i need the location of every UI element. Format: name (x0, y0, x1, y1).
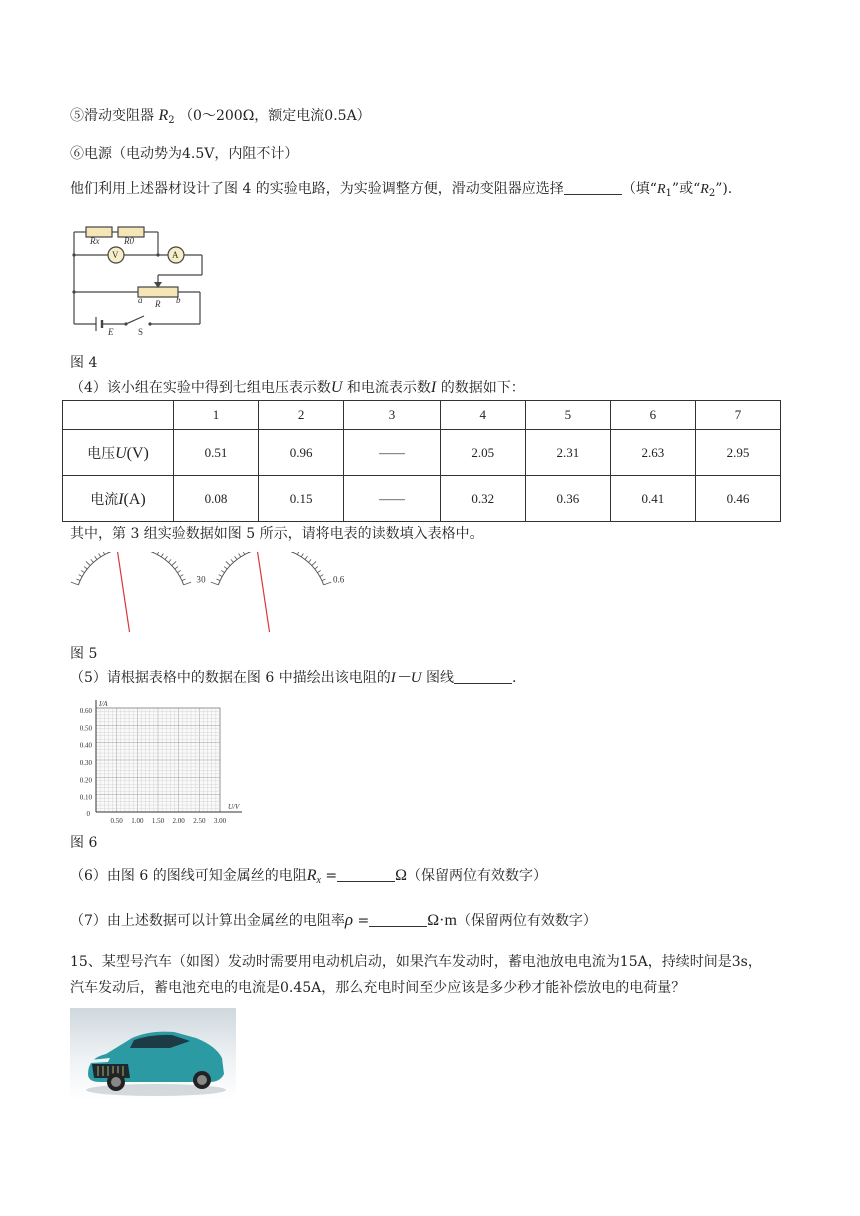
car-photo (70, 1008, 236, 1100)
ammeter-tick (211, 582, 219, 585)
row-label-sym: I (118, 490, 124, 508)
q3-r2-sub: 2 (708, 188, 716, 199)
q3-or: ”或“ (671, 181, 701, 197)
ammeter-tick (312, 561, 316, 565)
q6-unit: Ω (395, 867, 408, 884)
label-voltmeter: V (112, 250, 119, 260)
y-tick-label: 0.20 (79, 776, 92, 785)
note3-line: 其中，第 3 组实验数据如图 5 所示，请将电表的读数填入表格中。 (70, 526, 484, 542)
fig4-caption: 图 4 (70, 355, 98, 371)
q4-line (70, 378, 525, 398)
voltmeter-tick-label: 3 (196, 574, 201, 585)
voltmeter-tick (79, 575, 82, 577)
table-cell: 0.41 (610, 476, 695, 522)
table-col-header: 2 (259, 401, 344, 430)
q5-line (70, 668, 516, 688)
q6-blank[interactable] (337, 867, 395, 882)
q7-unit: Ω·m (427, 912, 457, 929)
item5-var: R (158, 107, 169, 124)
table-col-header: 1 (174, 401, 259, 430)
ammeter-tick-label: 0 (201, 574, 206, 585)
q7-text: （7）由上述数据可以计算出金属丝的电阻率 (70, 913, 345, 929)
table-cell: 2.31 (525, 430, 610, 476)
item5-line (70, 106, 371, 131)
q6-eq: = (320, 868, 338, 884)
table-cell: 0.08 (174, 476, 259, 522)
x-axis-label: U/V (228, 803, 240, 811)
voltmeter-tick (86, 561, 90, 565)
q5-text-b: 图线 (421, 670, 454, 686)
q7-eq: = (353, 913, 370, 929)
item5-prefix: ⑤滑动变阻器 (70, 108, 154, 124)
ammeter-tick (315, 567, 318, 569)
q15-line2: 汽车发动后，蓄电池充电的电流是0.45A，那么充电时间至少应该是多少秒才能补偿放电的电荷量？ (70, 980, 686, 996)
voltmeter-tick (71, 582, 79, 585)
voltmeter-tick (161, 553, 163, 556)
q15-line1: 15、某型号汽车（如图）发动时需要用电动机启动，如果汽车发动时，蓄电池放电电流为15A，持续时间是3s， (70, 954, 762, 970)
y-tick-label: 0.50 (79, 724, 92, 733)
ammeter-tick (239, 553, 241, 556)
q4-i: I (430, 379, 437, 396)
q6-var: R (306, 867, 317, 884)
y-axis-label: I/A (99, 700, 108, 708)
table-cell: 0.96 (259, 430, 344, 476)
q7-line (70, 910, 597, 931)
row-label-unit: (A) (123, 490, 146, 508)
item5-spec: （0～200Ω，额定电流0.5A） (179, 108, 371, 124)
table-cell: 2.63 (610, 430, 695, 476)
item5-sub: 2 (168, 115, 175, 126)
fig6-caption: 图 6 (70, 835, 98, 851)
table-row-voltage (63, 430, 781, 476)
table-cell[interactable]: —— (344, 430, 441, 476)
voltmeter-tick (103, 552, 105, 555)
row-label-current (63, 476, 174, 522)
q5-end: . (512, 670, 517, 686)
x-tick-label: 1.00 (131, 817, 144, 825)
q7-var: ρ (344, 910, 354, 929)
row-label-text: 电压 (87, 445, 116, 462)
voltmeter-tick (165, 556, 167, 559)
q3-line (70, 179, 732, 204)
voltmeter-tick (180, 575, 183, 577)
voltmeter-tick (84, 567, 87, 569)
x-tick-label: 0.50 (110, 817, 123, 825)
voltmeter-tick (177, 570, 180, 572)
label-r0: R0 (124, 236, 134, 246)
q6-sub: x (316, 875, 321, 886)
label-switch: S (138, 327, 144, 337)
table-row-current (63, 476, 781, 522)
car-illustration (70, 1008, 236, 1100)
ammeter-tick-label: 0.6 (333, 574, 345, 585)
label-end-a: a (138, 295, 143, 305)
ammeter-arc (218, 552, 323, 585)
ammeter-tick (317, 570, 320, 572)
row-label-sym: U (115, 444, 127, 462)
ammeter-tick (301, 553, 303, 556)
label-end-b: b (176, 295, 181, 305)
q6-text: （6）由图 6 的图线可知金属丝的电阻 (70, 868, 307, 884)
voltmeter-tick (99, 553, 101, 556)
q4-u: U (330, 379, 343, 396)
ammeter-tick (243, 552, 245, 555)
label-rheostat: R (155, 299, 161, 309)
table-col-header: 5 (525, 401, 610, 430)
ammeter-tick (216, 579, 220, 581)
label-ammeter: A (172, 250, 179, 260)
q3-end: ”). (715, 181, 733, 197)
table-col-header: 7 (695, 401, 780, 430)
voltmeter-tick (95, 556, 97, 559)
ammeter-tick (305, 556, 307, 559)
q4-text-a: （4）该小组在实验中得到七组电压表示数 (70, 380, 331, 396)
ammeter-tick (226, 561, 230, 565)
ammeter-tick (320, 575, 323, 577)
meter-dials (66, 552, 356, 632)
q7-note: （保留两位有效数字） (456, 913, 597, 929)
voltmeter-tick (81, 570, 84, 572)
q6-line (70, 866, 547, 891)
q4-text-c: 的数据如下： (436, 380, 525, 396)
x-tick-label: 3.00 (213, 817, 227, 825)
x-tick-label: 2.50 (193, 817, 206, 825)
ammeter-tick (221, 570, 224, 572)
q5-blank[interactable] (454, 669, 512, 684)
ammeter-tick (297, 552, 299, 555)
voltmeter-tick (172, 561, 176, 565)
ammeter-tick (322, 579, 326, 581)
q6-note: （保留两位有效数字） (407, 868, 548, 884)
iu-graph-grid (66, 698, 256, 826)
table-col-header: 3 (344, 401, 441, 430)
voltmeter-tick (76, 579, 80, 581)
fig5-caption: 图 5 (70, 646, 98, 662)
q7-blank[interactable] (369, 912, 427, 927)
ammeter-tick (235, 556, 237, 559)
ammeter-tick (231, 559, 234, 562)
row-label-voltage (63, 430, 174, 476)
q3-text: 他们利用上述器材设计了图 4 的实验电路，为实验调整方便，滑动变阻器应选择 (70, 181, 564, 197)
voltmeter-tick (91, 559, 94, 562)
voltmeter-tick (157, 552, 159, 555)
voltmeter-needle (117, 552, 133, 632)
table-cell: 2.95 (695, 430, 780, 476)
q5-text: （5）请根据表格中的数据在图 6 中描绘出该电阻的 (70, 670, 391, 686)
y-tick-label: 0.30 (79, 759, 92, 767)
table-corner (63, 401, 174, 430)
q3-r2: R (700, 182, 709, 197)
table-cell[interactable]: —— (344, 476, 441, 522)
voltmeter-tick (175, 567, 178, 569)
row-label-text: 电流 (90, 491, 119, 508)
table-col-header: 4 (440, 401, 525, 430)
table-cell: 0.51 (174, 430, 259, 476)
ammeter-tick (219, 575, 222, 577)
label-rx: Rx (90, 236, 100, 246)
ammeter-tick (224, 567, 227, 569)
origin-label: 0 (86, 810, 90, 818)
voltmeter-tick (184, 582, 192, 585)
table-cell: 2.05 (440, 430, 525, 476)
ammeter-tick (324, 582, 332, 585)
q3-fill-hint: （填“ (621, 181, 657, 197)
table-cell: 0.15 (259, 476, 344, 522)
y-tick-label: 0.10 (79, 793, 92, 802)
q4-text-b: 和电流表示数 (342, 380, 431, 396)
table-cell: 0.36 (525, 476, 610, 522)
label-battery: E (108, 327, 114, 337)
data-table (62, 400, 781, 522)
y-tick-label: 0.40 (79, 741, 92, 750)
table-col-header: 6 (610, 401, 695, 430)
row-label-unit: (V) (126, 444, 149, 462)
circuit-diagram (66, 220, 216, 340)
q5-iu: I－U (390, 670, 422, 686)
x-tick-label: 1.50 (151, 817, 165, 825)
table-cell: 0.32 (440, 476, 525, 522)
ammeter-tick (308, 559, 311, 562)
voltmeter-tick (182, 579, 186, 581)
q3-r1: R (656, 182, 666, 197)
q3-blank[interactable] (564, 180, 622, 195)
table-cell: 0.46 (695, 476, 780, 522)
voltmeter-tick (168, 559, 171, 562)
q3-r1-sub: 1 (665, 188, 672, 199)
table-header-row (63, 401, 781, 430)
item6-line: ⑥电源（电动势为4.5V，内阻不计） (70, 146, 299, 162)
x-tick-label: 2.00 (172, 817, 185, 825)
ammeter-needle (257, 552, 273, 632)
y-tick-label: 0.60 (79, 707, 92, 715)
voltmeter-arc (78, 552, 183, 585)
